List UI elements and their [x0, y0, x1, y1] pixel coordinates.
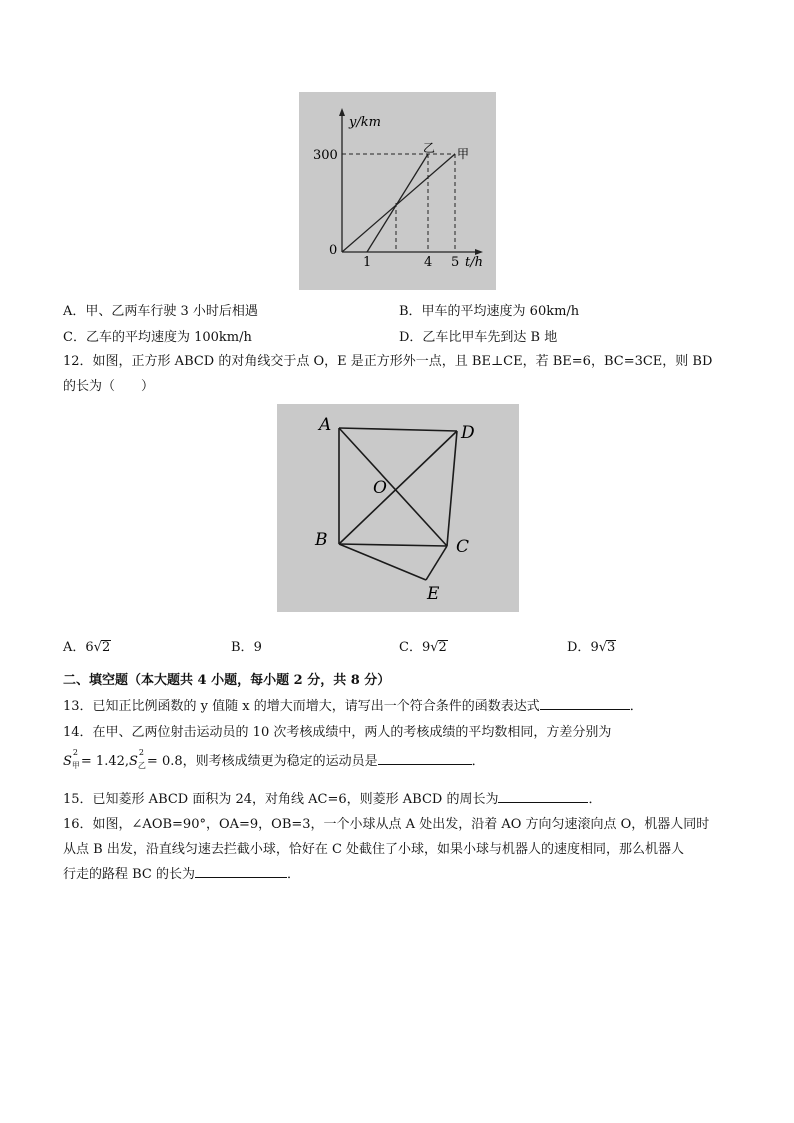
label-e: E — [427, 584, 440, 604]
q15: 15．已知菱形 ABCD 面积为 24，对角线 AC=6，则菱形 ABCD 的周长为 ． — [63, 792, 602, 807]
distance-time-graph — [299, 92, 496, 290]
line-yi — [367, 154, 428, 252]
q13: 13．已知正比例函数的 y 值随 x 的增大而增大，请写出一个符合条件的函数表达式 ． — [63, 699, 643, 714]
q16-line2: 从点 B 出发，沿直线匀速去拦截小球，恰好在 C 处截住了小球，如果小球与机器人的速度相同，那么机器人 — [63, 842, 685, 857]
label-d: D — [461, 423, 475, 443]
q14-line2: S 2 甲 = 1.42,S 2 乙 = 0.8，则考核成绩更为稳定的运动员是 ． — [63, 748, 485, 770]
q16-line3: 行走的路程 BC 的长为 ． — [63, 867, 301, 882]
square-figure — [277, 404, 519, 612]
q16-line1: 16．如图，∠AOB=90°，OA=9，OB=3，一个小球从点 A 处出发，沿着 AO 方向匀速滚向点 O，机器人同时 — [63, 817, 710, 832]
side-ad — [339, 428, 457, 431]
q11-option-c: C．乙车的平均速度为 100km/h — [63, 330, 252, 345]
x-tick-5: 5 — [451, 255, 460, 270]
q12-option-a: A．6√2 — [63, 640, 111, 655]
q11-option-d: D．乙车比甲车先到达 B 地 — [399, 330, 558, 345]
q13-answer-blank[interactable] — [540, 697, 630, 710]
q16-answer-blank[interactable] — [195, 865, 287, 878]
q14-answer-blank[interactable] — [378, 752, 472, 765]
side-bc — [339, 544, 447, 546]
label-c: C — [456, 537, 470, 557]
label-b: B — [315, 530, 328, 550]
y-axis-label: y/km — [349, 115, 381, 130]
section-heading: 二、填空题（本大题共 4 小题，每小题 2 分，共 8 分） — [63, 673, 391, 688]
x-tick-4: 4 — [424, 255, 433, 270]
y-tick-300: 300 — [313, 148, 338, 163]
label-o: O — [373, 478, 387, 498]
line-jia — [342, 154, 455, 252]
q12-option-c: C．9√2 — [399, 640, 447, 655]
y-axis-arrow — [339, 108, 345, 116]
side-dc — [447, 431, 457, 546]
label-yi: 乙 — [423, 141, 436, 155]
q11-option-b: B．甲车的平均速度为 60km/h — [399, 304, 580, 319]
q12-option-b: B．9 — [231, 640, 262, 655]
label-jia: 甲 — [457, 147, 470, 161]
segment-ce — [426, 546, 447, 580]
q12-stem-line2: 的长为（ ） — [63, 379, 155, 394]
q14-line1: 14．在甲、乙两位射击运动员的 10 次考核成绩中，两人的考核成绩的平均数相同，方差分别为 — [63, 725, 612, 740]
q15-answer-blank[interactable] — [498, 790, 588, 803]
q11-option-a: A．甲、乙两车行驶 3 小时后相遇 — [63, 304, 258, 319]
q12-option-d: D．9√3 — [567, 640, 616, 655]
origin-label: 0 — [329, 243, 338, 258]
x-tick-1: 1 — [363, 255, 372, 270]
segment-be — [339, 544, 426, 580]
q12-stem-line1: 12．如图，正方形 ABCD 的对角线交于点 O，E 是正方形外一点，且 BE⊥CE，若 BE=6，BC=3CE，则 BD — [63, 354, 713, 369]
x-axis-label: t/h — [465, 255, 483, 270]
label-a: A — [319, 415, 332, 435]
